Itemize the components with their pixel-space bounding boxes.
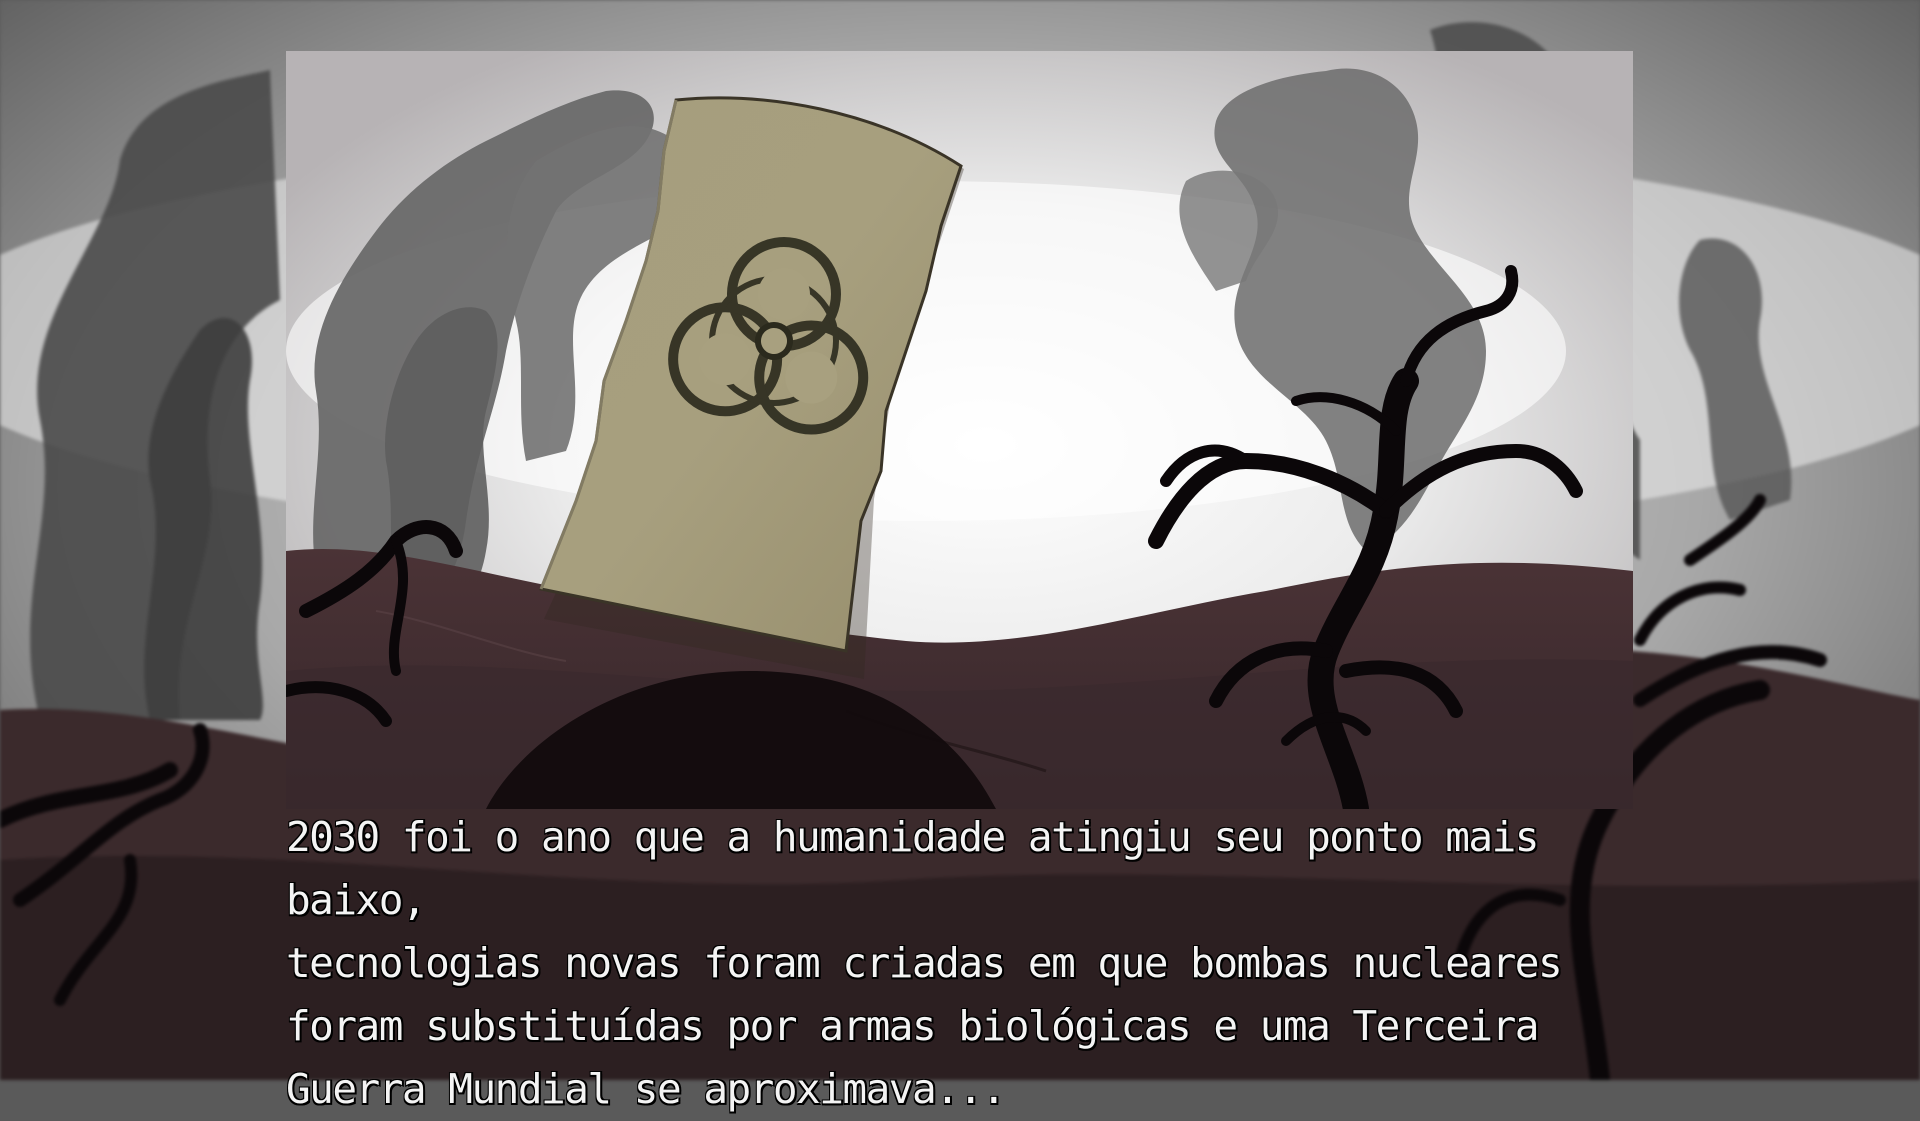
- biohazard-scene: [286, 51, 1633, 809]
- narration-text: 2030 foi o ano que a humanidade atingiu seu ponto mais baixo, tecnologias novas foram criadas em que bombas nucleares foram substituídas por armas biológicas e uma Terceira Guerra Mundial se aproximava...: [286, 813, 1562, 1113]
- cutscene-illustration: [286, 51, 1633, 809]
